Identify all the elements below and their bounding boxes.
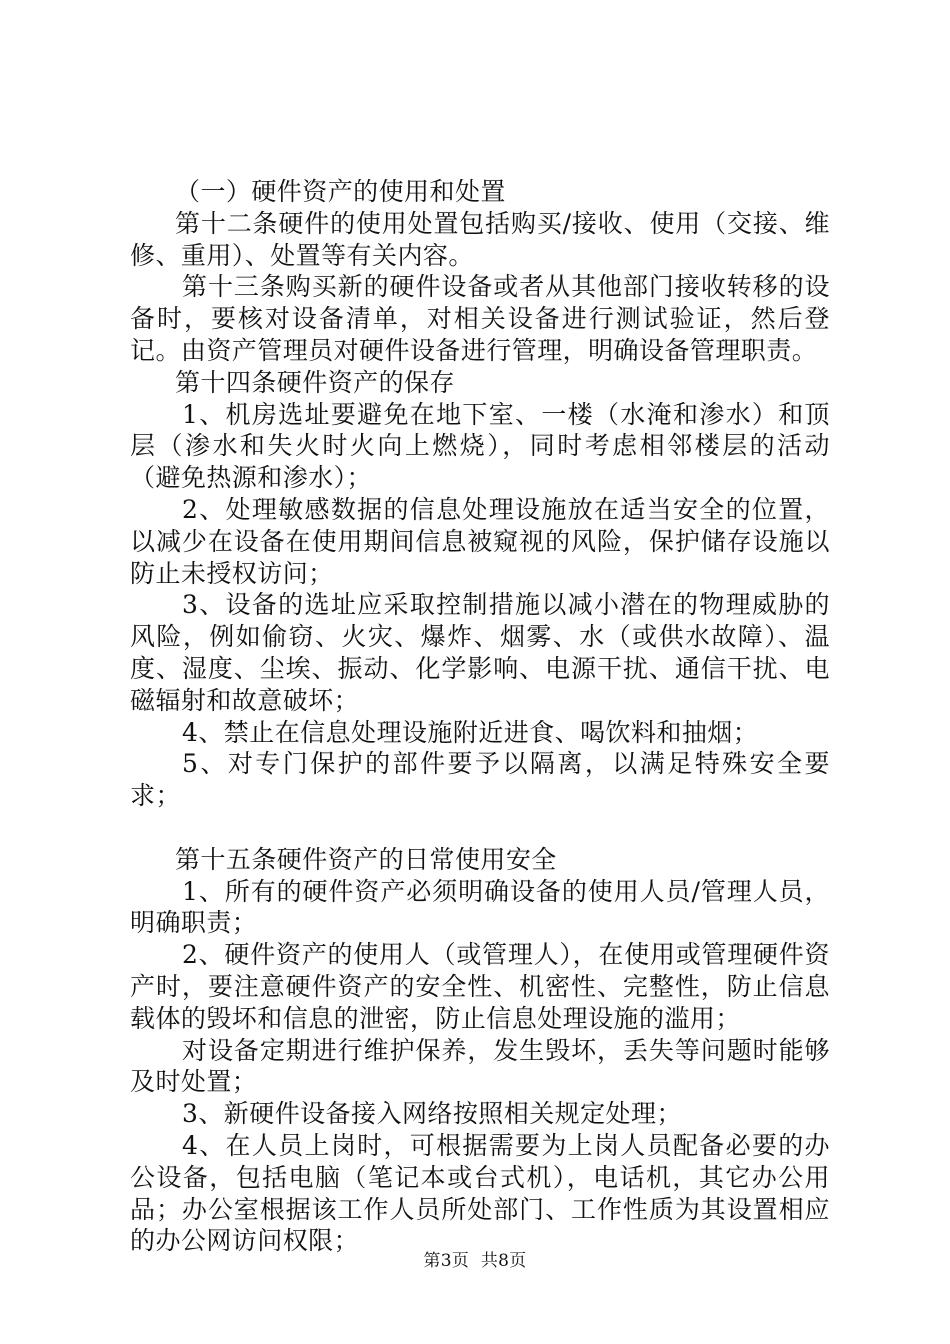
article-14-title: 第十四条硬件资产的保存: [175, 367, 455, 397]
article-14-item: 3、设备的选址应采取控制措施以减小潜在的物理威胁的风险，例如偷窃、火灾、爆炸、烟雾、水（或供水故障）、温度、湿度、尘埃、振动、化学影响、电源干扰、通信干扰、电磁辐射和故意破坏；: [130, 590, 830, 715]
article-12: 第十二条硬件的使用处置包括购买/接收、使用（交接、维修、重用）、处置等有关内容。: [130, 208, 830, 270]
article-14-item: 2、处理敏感数据的信息处理设施放在适当安全的位置，以减少在设备在使用期间信息被窥视的风险，保护储存设施以防止未授权访问；: [130, 494, 830, 588]
article-15-item: 4、在人员上岗时，可根据需要为上岗人员配备必要的办公设备，包括电脑（笔记本或台式机），电话机，其它办公用品；办公室根据该工作人员所处部门、工作性质为其设置相应的办公网访问权限；: [130, 1130, 830, 1256]
article-14-item: 5、对专门保护的部件要予以隔离，以满足特殊安全要求；: [130, 749, 830, 811]
article-15-title: 第十五条硬件资产的日常使用安全: [175, 844, 557, 874]
article-15-item: 3、新硬件设备接入网络按照相关规定处理；: [182, 1099, 682, 1129]
article-13: 第十三条购买新的硬件设备或者从其他部门接收转移的设备时，要核对设备清单，对相关设备进行测试验证，然后登记。由资产管理员对硬件设备进行管理，明确设备管理职责。: [130, 272, 830, 365]
document-body: [130, 176, 830, 1257]
article-15-item: 1、所有的硬件资产必须明确设备的使用人员/管理人员，明确职责；: [130, 876, 830, 938]
article-14-item: 1、机房选址要避免在地下室、一楼（水淹和渗水）和顶层（渗水和失火时火向上燃烧），同时考虑相邻楼层的活动（避免热源和渗水）；: [130, 399, 830, 493]
section-heading: （一）硬件资产的使用和处置: [175, 177, 506, 206]
paragraph-gap: [130, 812, 830, 844]
article-15-item: 对设备定期进行维护保养，发生毁坏，丢失等问题时能够及时处置；: [130, 1035, 830, 1097]
article-14-item: 4、禁止在信息处理设施附近进食、喝饮料和抽烟；: [182, 717, 759, 747]
page-footer: [0, 1246, 950, 1271]
page-total: 共8页: [480, 1251, 527, 1271]
page-number: 第3页: [423, 1251, 470, 1271]
article-15-item: 2、硬件资产的使用人（或管理人），在使用或管理硬件资产时，要注意硬件资产的安全性、机密性、完整性，防止信息载体的毁坏和信息的泄密，防止信息处理设施的滥用；: [130, 940, 830, 1033]
